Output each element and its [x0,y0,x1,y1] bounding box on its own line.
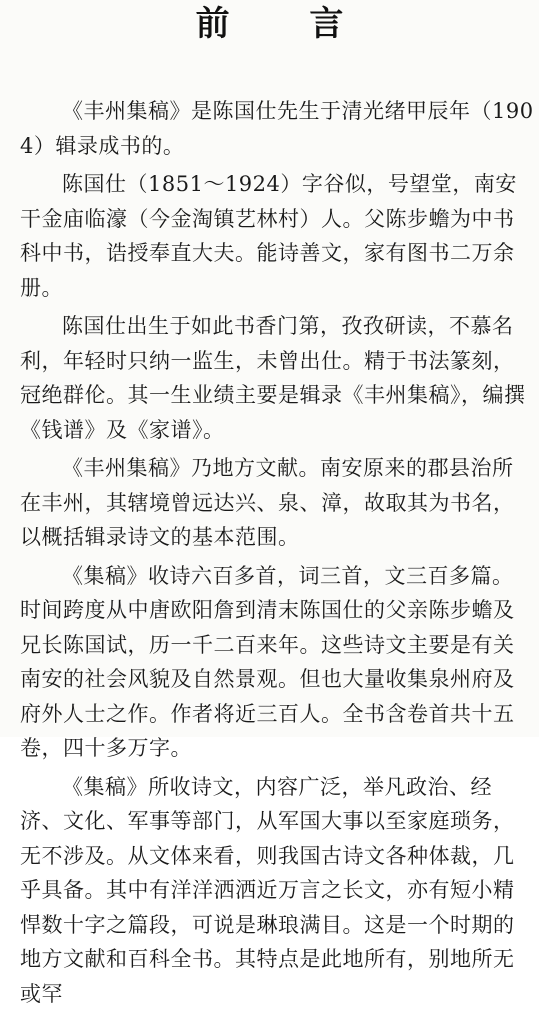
paragraph-5: 《集稿》收诗六百多首，词三首，文三百多篇。时间跨度从中唐欧阳詹到清末陈国仕的父亲陈步蟾及兄长陈国试，历一千二百来年。这些诗文主要是有关南安的社会风貌及自然景观。但也大量收集泉州府及府外人士之作。作者将近三百人。全书含卷首共十五卷，四十多万字。 [20,559,534,766]
paragraph-3: 陈国仕出生于如此书香门第，孜孜研读，不慕名利，年轻时只纳一监生，未曾出仕。精于书法篆刻，冠绝群伦。其一生业绩主要是辑录《丰州集稿》，编撰《钱谱》及《家谱》。 [20,309,534,447]
paragraph-4: 《丰州集稿》乃地方文献。南安原来的郡县治所在丰州，其辖境曾远达兴、泉、漳，故取其为书名，以概括辑录诗文的基本范围。 [20,451,534,555]
page-title: 前 言 [0,4,539,44]
preface-body [20,94,534,1011]
paragraph-1: 《丰州集稿》是陈国仕先生于清光绪甲辰年（1904）辑录成书的。 [20,94,534,163]
paragraph-2: 陈国仕（1851～1924）字谷似，号望堂，南安干金庙临濠（今金淘镇艺林村）人。父陈步蟾为中书科中书，诰授奉直大夫。能诗善文，家有图书二万余册。 [20,167,534,305]
paragraph-6: 《集稿》所收诗文，内容广泛，举凡政治、经济、文化、军事等部门，从军国大事以至家庭琐务，无不涉及。从文体来看，则我国古诗文各种体裁，几乎具备。其中有洋洋洒洒近万言之长文，亦有短小精悍数十字之篇段，可说是琳琅满目。这是一个时期的地方文献和百科全书。其特点是此地所有，别地所无或罕 [20,770,534,1011]
